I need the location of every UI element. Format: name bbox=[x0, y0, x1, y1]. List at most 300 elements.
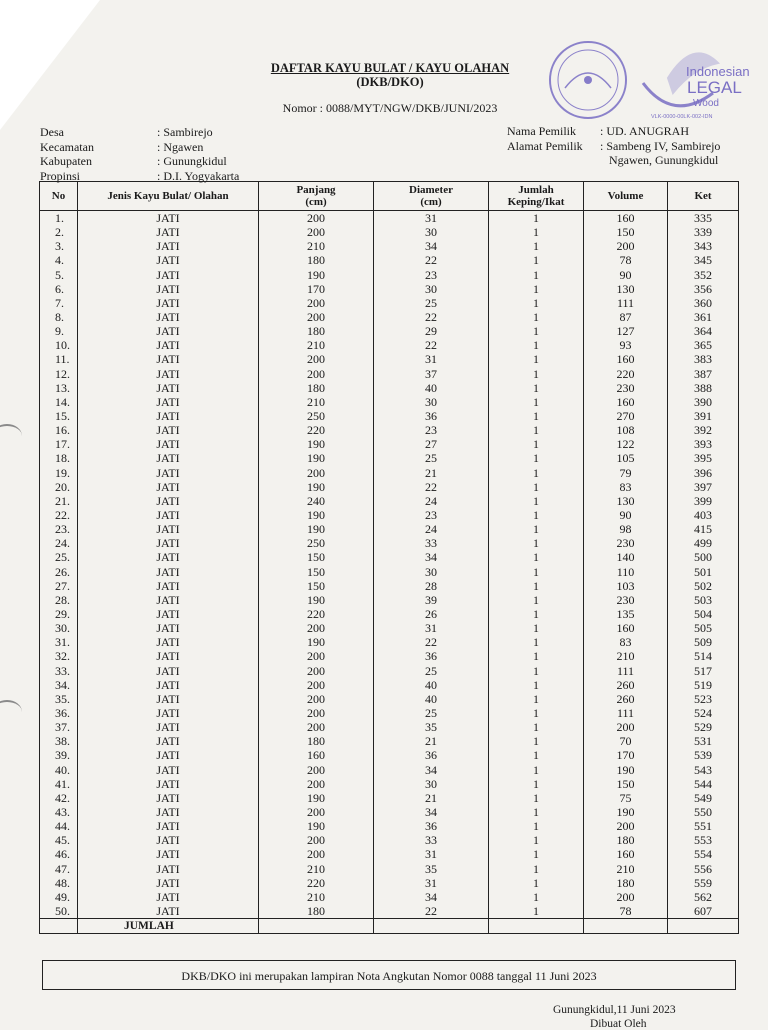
cell-jenis: JATI bbox=[78, 593, 259, 607]
table-row bbox=[40, 649, 739, 663]
table-row bbox=[40, 282, 739, 296]
cell-volume: 111 bbox=[584, 664, 668, 678]
cell-jenis: JATI bbox=[78, 861, 259, 875]
cell-no: 46. bbox=[40, 847, 78, 861]
cell-volume: 105 bbox=[584, 451, 668, 465]
cell-volume: 160 bbox=[584, 395, 668, 409]
cell-volume: 200 bbox=[584, 890, 668, 904]
total-cell-volume bbox=[584, 919, 668, 934]
cell-diameter: 23 bbox=[374, 268, 489, 282]
cell-jumlah: 1 bbox=[489, 352, 584, 366]
cell-panjang: 200 bbox=[259, 762, 374, 776]
cell-ket: 549 bbox=[668, 791, 739, 805]
cell-no: 35. bbox=[40, 692, 78, 706]
desa-label: Desa bbox=[40, 125, 64, 139]
table-row bbox=[40, 593, 739, 607]
cell-no: 23. bbox=[40, 522, 78, 536]
cell-ket: 562 bbox=[668, 890, 739, 904]
cell-jenis: JATI bbox=[78, 720, 259, 734]
cell-jumlah: 1 bbox=[489, 720, 584, 734]
header-no: No bbox=[40, 182, 78, 211]
cell-panjang: 190 bbox=[259, 819, 374, 833]
total-cell-no bbox=[40, 919, 78, 934]
cell-no: 22. bbox=[40, 508, 78, 522]
address-value: : Sambeng IV, Sambirejo bbox=[600, 138, 721, 153]
table-row bbox=[40, 367, 739, 381]
cell-ket: 388 bbox=[668, 381, 739, 395]
table-row bbox=[40, 550, 739, 564]
cell-ket: 539 bbox=[668, 748, 739, 762]
table-row bbox=[40, 579, 739, 593]
table-row bbox=[40, 720, 739, 734]
header-ket: Ket bbox=[668, 182, 739, 211]
cell-ket: 554 bbox=[668, 847, 739, 861]
cell-no: 14. bbox=[40, 395, 78, 409]
cell-no: 8. bbox=[40, 310, 78, 324]
cell-volume: 83 bbox=[584, 635, 668, 649]
cell-volume: 111 bbox=[584, 296, 668, 310]
cell-diameter: 27 bbox=[374, 437, 489, 451]
cell-jenis: JATI bbox=[78, 310, 259, 324]
table-row bbox=[40, 904, 739, 919]
total-label: JUMLAH bbox=[78, 919, 259, 934]
table-row bbox=[40, 310, 739, 324]
cell-panjang: 200 bbox=[259, 296, 374, 310]
cell-jenis: JATI bbox=[78, 635, 259, 649]
cell-panjang: 210 bbox=[259, 890, 374, 904]
document-number: Nomor : 0088/MYT/NGW/DKB/JUNI/2023 bbox=[282, 101, 498, 115]
cell-volume: 270 bbox=[584, 409, 668, 423]
cell-diameter: 26 bbox=[374, 607, 489, 621]
cell-diameter: 35 bbox=[374, 861, 489, 875]
cell-volume: 90 bbox=[584, 508, 668, 522]
cell-diameter: 22 bbox=[374, 253, 489, 267]
cell-diameter: 36 bbox=[374, 819, 489, 833]
cell-jumlah: 1 bbox=[489, 211, 584, 226]
cell-no: 33. bbox=[40, 664, 78, 678]
cell-no: 47. bbox=[40, 861, 78, 875]
cell-diameter: 40 bbox=[374, 678, 489, 692]
cell-jenis: JATI bbox=[78, 381, 259, 395]
cell-panjang: 200 bbox=[259, 352, 374, 366]
cell-ket: 500 bbox=[668, 550, 739, 564]
table-row bbox=[40, 876, 739, 890]
cell-volume: 108 bbox=[584, 423, 668, 437]
cell-jumlah: 1 bbox=[489, 607, 584, 621]
total-cell-panjang bbox=[259, 919, 374, 934]
cell-panjang: 220 bbox=[259, 607, 374, 621]
cell-jenis: JATI bbox=[78, 607, 259, 621]
cell-no: 34. bbox=[40, 678, 78, 692]
kabupaten-value: : Gunungkidul bbox=[157, 154, 227, 168]
cell-panjang: 210 bbox=[259, 239, 374, 253]
cell-panjang: 190 bbox=[259, 635, 374, 649]
cell-no: 43. bbox=[40, 805, 78, 819]
cell-jumlah: 1 bbox=[489, 635, 584, 649]
cell-no: 27. bbox=[40, 579, 78, 593]
cell-jumlah: 1 bbox=[489, 791, 584, 805]
cell-jenis: JATI bbox=[78, 664, 259, 678]
cell-jenis: JATI bbox=[78, 762, 259, 776]
cell-jenis: JATI bbox=[78, 706, 259, 720]
cell-jumlah: 1 bbox=[489, 494, 584, 508]
cell-jumlah: 1 bbox=[489, 861, 584, 875]
owner-label: Nama Pemilik bbox=[507, 124, 576, 138]
cell-no: 21. bbox=[40, 494, 78, 508]
cell-diameter: 30 bbox=[374, 395, 489, 409]
cell-volume: 78 bbox=[584, 253, 668, 267]
cell-ket: 514 bbox=[668, 649, 739, 663]
info-row-kabupaten bbox=[40, 154, 239, 169]
cell-jenis: JATI bbox=[78, 423, 259, 437]
cell-ket: 352 bbox=[668, 268, 739, 282]
cell-volume: 103 bbox=[584, 579, 668, 593]
cell-volume: 87 bbox=[584, 310, 668, 324]
cell-diameter: 34 bbox=[374, 239, 489, 253]
cell-ket: 391 bbox=[668, 409, 739, 423]
cell-diameter: 30 bbox=[374, 565, 489, 579]
legal-wood-stamp bbox=[543, 38, 750, 123]
table-row bbox=[40, 748, 739, 762]
table-row bbox=[40, 225, 739, 239]
cell-ket: 360 bbox=[668, 296, 739, 310]
cell-volume: 90 bbox=[584, 268, 668, 282]
cell-diameter: 28 bbox=[374, 579, 489, 593]
cell-panjang: 210 bbox=[259, 395, 374, 409]
cell-volume: 210 bbox=[584, 649, 668, 663]
address-label: Alamat Pemilik bbox=[507, 138, 583, 153]
cell-diameter: 34 bbox=[374, 890, 489, 904]
cell-volume: 160 bbox=[584, 352, 668, 366]
cell-jenis: JATI bbox=[78, 579, 259, 593]
cell-no: 44. bbox=[40, 819, 78, 833]
cell-diameter: 30 bbox=[374, 225, 489, 239]
cell-volume: 135 bbox=[584, 607, 668, 621]
cell-no: 11. bbox=[40, 352, 78, 366]
cell-ket: 335 bbox=[668, 211, 739, 226]
cell-jumlah: 1 bbox=[489, 253, 584, 267]
cell-jumlah: 1 bbox=[489, 268, 584, 282]
cell-panjang: 200 bbox=[259, 211, 374, 226]
cell-jumlah: 1 bbox=[489, 296, 584, 310]
cell-volume: 190 bbox=[584, 762, 668, 776]
cell-ket: 551 bbox=[668, 819, 739, 833]
cell-volume: 98 bbox=[584, 522, 668, 536]
cell-no: 28. bbox=[40, 593, 78, 607]
cell-diameter: 31 bbox=[374, 876, 489, 890]
cell-ket: 543 bbox=[668, 762, 739, 776]
table-row bbox=[40, 268, 739, 282]
cell-panjang: 150 bbox=[259, 579, 374, 593]
cell-jenis: JATI bbox=[78, 437, 259, 451]
cell-ket: 607 bbox=[668, 904, 739, 919]
cell-jumlah: 1 bbox=[489, 536, 584, 550]
info-row-owner bbox=[507, 124, 720, 139]
cell-volume: 160 bbox=[584, 621, 668, 635]
cell-no: 3. bbox=[40, 239, 78, 253]
cell-ket: 524 bbox=[668, 706, 739, 720]
cell-volume: 83 bbox=[584, 480, 668, 494]
cell-diameter: 21 bbox=[374, 734, 489, 748]
cell-volume: 200 bbox=[584, 239, 668, 253]
timber-list-table bbox=[39, 181, 739, 934]
table-row bbox=[40, 635, 739, 649]
kabupaten-label: Kabupaten bbox=[40, 154, 92, 168]
cell-jenis: JATI bbox=[78, 409, 259, 423]
cell-diameter: 31 bbox=[374, 847, 489, 861]
cell-ket: 383 bbox=[668, 352, 739, 366]
cell-panjang: 200 bbox=[259, 706, 374, 720]
cell-ket: 509 bbox=[668, 635, 739, 649]
cell-diameter: 40 bbox=[374, 692, 489, 706]
cell-jenis: JATI bbox=[78, 819, 259, 833]
location-info bbox=[40, 125, 239, 183]
cell-volume: 180 bbox=[584, 833, 668, 847]
cell-diameter: 25 bbox=[374, 706, 489, 720]
cell-diameter: 21 bbox=[374, 791, 489, 805]
cell-no: 12. bbox=[40, 367, 78, 381]
cell-no: 48. bbox=[40, 876, 78, 890]
cell-volume: 127 bbox=[584, 324, 668, 338]
total-cell-diameter bbox=[374, 919, 489, 934]
cell-jumlah: 1 bbox=[489, 777, 584, 791]
cell-jenis: JATI bbox=[78, 734, 259, 748]
cell-jenis: JATI bbox=[78, 692, 259, 706]
cell-diameter: 34 bbox=[374, 805, 489, 819]
cell-no: 45. bbox=[40, 833, 78, 847]
table-row bbox=[40, 480, 739, 494]
cell-volume: 79 bbox=[584, 466, 668, 480]
cell-panjang: 170 bbox=[259, 282, 374, 296]
cell-volume: 200 bbox=[584, 819, 668, 833]
cell-diameter: 36 bbox=[374, 649, 489, 663]
cell-jumlah: 1 bbox=[489, 706, 584, 720]
table-row bbox=[40, 777, 739, 791]
cell-jenis: JATI bbox=[78, 678, 259, 692]
cell-ket: 523 bbox=[668, 692, 739, 706]
cell-jenis: JATI bbox=[78, 649, 259, 663]
cell-ket: 502 bbox=[668, 579, 739, 593]
cell-no: 7. bbox=[40, 296, 78, 310]
table-row bbox=[40, 692, 739, 706]
cell-jenis: JATI bbox=[78, 536, 259, 550]
cell-jenis: JATI bbox=[78, 296, 259, 310]
cell-diameter: 22 bbox=[374, 480, 489, 494]
cell-panjang: 200 bbox=[259, 649, 374, 663]
cell-panjang: 190 bbox=[259, 480, 374, 494]
cell-panjang: 190 bbox=[259, 593, 374, 607]
cell-jenis: JATI bbox=[78, 352, 259, 366]
cell-ket: 503 bbox=[668, 593, 739, 607]
table-header-row bbox=[40, 182, 739, 211]
cell-volume: 260 bbox=[584, 678, 668, 692]
cell-panjang: 190 bbox=[259, 508, 374, 522]
cell-jumlah: 1 bbox=[489, 239, 584, 253]
cell-no: 36. bbox=[40, 706, 78, 720]
cell-ket: 387 bbox=[668, 367, 739, 381]
cell-volume: 140 bbox=[584, 550, 668, 564]
cell-diameter: 21 bbox=[374, 466, 489, 480]
table-row bbox=[40, 861, 739, 875]
cell-jumlah: 1 bbox=[489, 621, 584, 635]
cell-no: 5. bbox=[40, 268, 78, 282]
cell-no: 15. bbox=[40, 409, 78, 423]
cell-panjang: 200 bbox=[259, 664, 374, 678]
info-row-kecamatan bbox=[40, 140, 239, 155]
cell-panjang: 210 bbox=[259, 861, 374, 875]
cell-no: 24. bbox=[40, 536, 78, 550]
cell-jenis: JATI bbox=[78, 748, 259, 762]
table-row bbox=[40, 211, 739, 226]
cell-panjang: 210 bbox=[259, 338, 374, 352]
cell-diameter: 22 bbox=[374, 310, 489, 324]
table-row bbox=[40, 494, 739, 508]
cell-panjang: 180 bbox=[259, 734, 374, 748]
cell-volume: 200 bbox=[584, 720, 668, 734]
cell-jenis: JATI bbox=[78, 466, 259, 480]
cell-diameter: 36 bbox=[374, 748, 489, 762]
cell-volume: 70 bbox=[584, 734, 668, 748]
cell-jumlah: 1 bbox=[489, 805, 584, 819]
cell-ket: 343 bbox=[668, 239, 739, 253]
cell-jenis: JATI bbox=[78, 508, 259, 522]
cell-jumlah: 1 bbox=[489, 593, 584, 607]
cell-panjang: 200 bbox=[259, 777, 374, 791]
cell-jumlah: 1 bbox=[489, 762, 584, 776]
cell-jenis: JATI bbox=[78, 451, 259, 465]
cell-jenis: JATI bbox=[78, 777, 259, 791]
cell-jumlah: 1 bbox=[489, 904, 584, 919]
cell-panjang: 220 bbox=[259, 423, 374, 437]
table-row bbox=[40, 437, 739, 451]
cell-jenis: JATI bbox=[78, 480, 259, 494]
kecamatan-label: Kecamatan bbox=[40, 139, 94, 154]
cell-ket: 499 bbox=[668, 536, 739, 550]
cell-diameter: 30 bbox=[374, 282, 489, 296]
cell-panjang: 180 bbox=[259, 324, 374, 338]
table-row bbox=[40, 734, 739, 748]
cell-jumlah: 1 bbox=[489, 338, 584, 352]
cell-jumlah: 1 bbox=[489, 282, 584, 296]
cell-diameter: 31 bbox=[374, 352, 489, 366]
table-row bbox=[40, 352, 739, 366]
cell-jumlah: 1 bbox=[489, 508, 584, 522]
cell-ket: 556 bbox=[668, 861, 739, 875]
cell-jenis: JATI bbox=[78, 338, 259, 352]
table-row bbox=[40, 253, 739, 267]
table-row bbox=[40, 607, 739, 621]
title-line-1: DAFTAR KAYU BULAT / KAYU OLAHAN bbox=[270, 61, 510, 75]
cell-diameter: 36 bbox=[374, 409, 489, 423]
signature-role: Dibuat Oleh bbox=[590, 1018, 647, 1030]
cell-jumlah: 1 bbox=[489, 423, 584, 437]
cell-diameter: 29 bbox=[374, 324, 489, 338]
cell-volume: 220 bbox=[584, 367, 668, 381]
cell-panjang: 160 bbox=[259, 748, 374, 762]
cell-jumlah: 1 bbox=[489, 310, 584, 324]
cell-jenis: JATI bbox=[78, 367, 259, 381]
cell-no: 9. bbox=[40, 324, 78, 338]
table-row bbox=[40, 791, 739, 805]
cell-jumlah: 1 bbox=[489, 819, 584, 833]
cell-ket: 501 bbox=[668, 565, 739, 579]
cell-panjang: 220 bbox=[259, 876, 374, 890]
cell-panjang: 200 bbox=[259, 720, 374, 734]
cell-jumlah: 1 bbox=[489, 324, 584, 338]
info-row-desa bbox=[40, 125, 239, 140]
table-row bbox=[40, 324, 739, 338]
cell-ket: 505 bbox=[668, 621, 739, 635]
cell-panjang: 200 bbox=[259, 621, 374, 635]
cell-panjang: 200 bbox=[259, 833, 374, 847]
cell-diameter: 25 bbox=[374, 296, 489, 310]
cell-jenis: JATI bbox=[78, 833, 259, 847]
cell-volume: 180 bbox=[584, 876, 668, 890]
cell-jumlah: 1 bbox=[489, 466, 584, 480]
cell-no: 42. bbox=[40, 791, 78, 805]
cell-no: 26. bbox=[40, 565, 78, 579]
cell-no: 1. bbox=[40, 211, 78, 226]
stamp-text-1: Indonesian bbox=[686, 64, 750, 79]
cell-volume: 260 bbox=[584, 692, 668, 706]
stamp-text-3: Wood bbox=[693, 98, 719, 109]
cell-jumlah: 1 bbox=[489, 692, 584, 706]
cell-volume: 122 bbox=[584, 437, 668, 451]
table-row bbox=[40, 522, 739, 536]
cell-panjang: 190 bbox=[259, 522, 374, 536]
cell-jenis: JATI bbox=[78, 791, 259, 805]
cell-volume: 130 bbox=[584, 494, 668, 508]
cell-panjang: 190 bbox=[259, 791, 374, 805]
table-row bbox=[40, 664, 739, 678]
cell-panjang: 200 bbox=[259, 310, 374, 324]
cell-ket: 397 bbox=[668, 480, 739, 494]
cell-no: 2. bbox=[40, 225, 78, 239]
attachment-note: DKB/DKO ini merupakan lampiran Nota Angkutan Nomor 0088 tanggal 11 Juni 2023 bbox=[42, 960, 736, 990]
table-row bbox=[40, 395, 739, 409]
cell-jenis: JATI bbox=[78, 253, 259, 267]
cell-panjang: 150 bbox=[259, 565, 374, 579]
table-row bbox=[40, 706, 739, 720]
cell-no: 38. bbox=[40, 734, 78, 748]
desa-value: : Sambirejo bbox=[157, 125, 213, 139]
cell-diameter: 22 bbox=[374, 904, 489, 919]
cell-volume: 210 bbox=[584, 861, 668, 875]
cell-diameter: 23 bbox=[374, 423, 489, 437]
cell-diameter: 23 bbox=[374, 508, 489, 522]
cell-jenis: JATI bbox=[78, 211, 259, 226]
cell-diameter: 31 bbox=[374, 211, 489, 226]
cell-panjang: 200 bbox=[259, 805, 374, 819]
cell-jenis: JATI bbox=[78, 239, 259, 253]
cell-jumlah: 1 bbox=[489, 890, 584, 904]
header-jumlah: Jumlah Keping/Ikat bbox=[489, 182, 584, 211]
stamp-text-2: LEGAL bbox=[687, 78, 742, 97]
cell-volume: 170 bbox=[584, 748, 668, 762]
cell-jenis: JATI bbox=[78, 565, 259, 579]
cell-jumlah: 1 bbox=[489, 833, 584, 847]
cell-panjang: 190 bbox=[259, 437, 374, 451]
cell-ket: 361 bbox=[668, 310, 739, 324]
cell-jenis: JATI bbox=[78, 805, 259, 819]
total-row bbox=[40, 919, 739, 934]
header-jenis: Jenis Kayu Bulat/ Olahan bbox=[78, 182, 259, 211]
header-volume: Volume bbox=[584, 182, 668, 211]
table-row bbox=[40, 621, 739, 635]
cell-ket: 395 bbox=[668, 451, 739, 465]
cell-jumlah: 1 bbox=[489, 395, 584, 409]
cell-ket: 392 bbox=[668, 423, 739, 437]
